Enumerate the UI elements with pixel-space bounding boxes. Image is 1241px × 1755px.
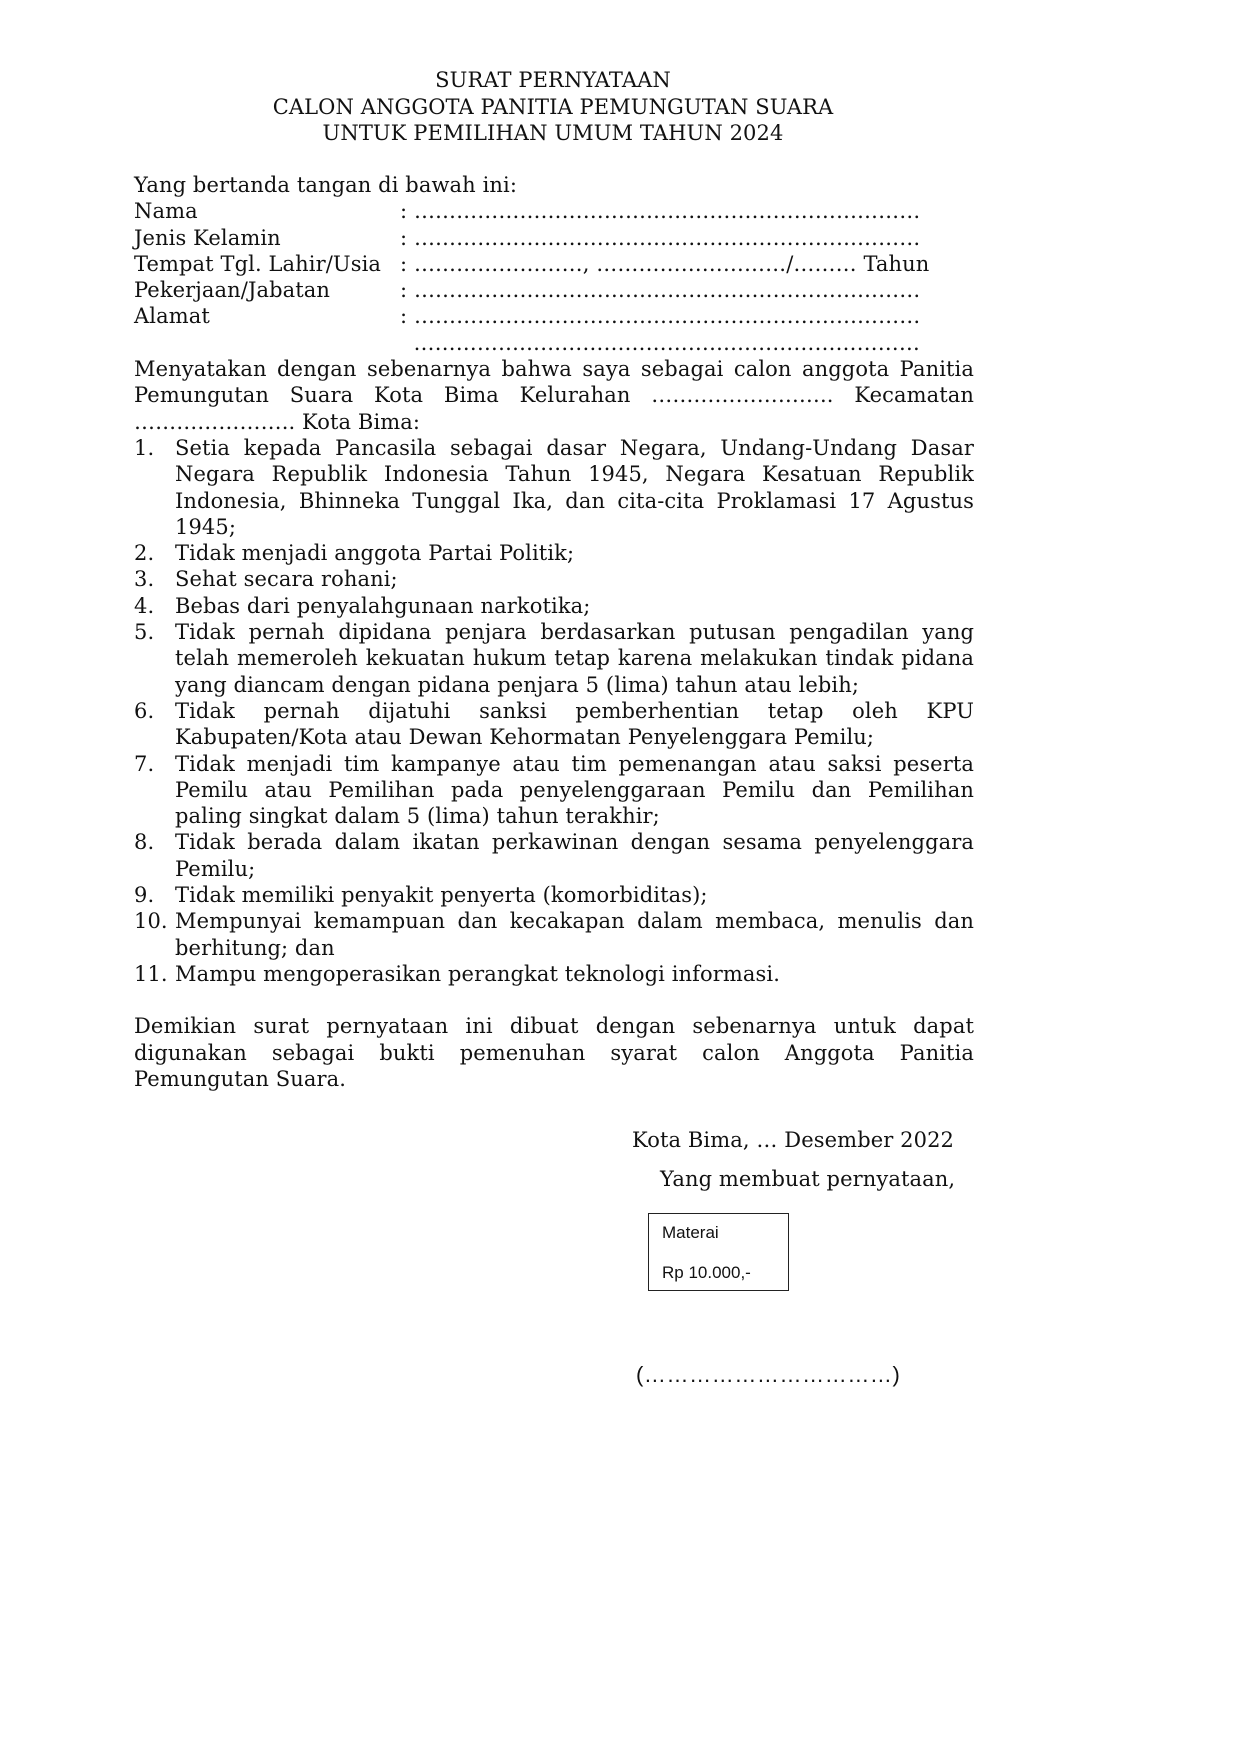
list-text: Tidak menjadi tim kampanye atau tim pemenangan atau saksi peserta Pemilu atau Pemilihan pada penyelenggaraan Pemilu dan Pemilihan paling singkat dalam 5 (lima) tahun terakhir; [175,751,974,829]
list-number: 8. [134,830,155,855]
list-number: 7. [134,751,155,776]
list-text: Mempunyai kemampuan dan kecakapan dalam membaca, menulis dan berhitung; dan [175,909,974,960]
field-value-blank: : ……………………………………………………………… [400,278,921,303]
list-text: Tidak pernah dipidana penjara berdasarkan putusan pengadilan yang telah memeroleh kekuatan hukum tetap karena melakukan tindak pidana yang diancam dengan pidana penjara 5 (lima) tahun atau lebih; [175,620,974,697]
field-row-alamat [134,303,974,329]
signer-role: Yang membuat pernyataan, [660,1167,956,1191]
list-item [134,593,974,619]
list-item [134,619,974,698]
requirements-list [134,435,974,987]
field-value-blank: : ……………………………………………………………… [400,225,921,250]
identity-fields [134,198,974,356]
list-item [134,540,974,566]
list-item [134,751,974,830]
list-number: 5. [134,620,155,645]
list-text: Bebas dari penyalahgunaan narkotika; [175,593,591,618]
list-number: 3. [134,567,155,592]
statement-text: Menyatakan dengan sebenarnya bahwa saya sebagai calon anggota Panitia Pemungutan Suara Kota Bima Kelurahan …………………….. Kecamatan ………………….. Kota Bima: [134,357,974,434]
list-item [134,908,974,961]
document-title [0,67,1106,147]
document-body [134,172,974,1092]
list-number: 11. [134,961,168,986]
list-number: 4. [134,593,155,618]
title-line-2: CALON ANGGOTA PANITIA PEMUNGUTAN SUARA [272,94,834,119]
list-number: 9. [134,883,155,908]
list-text: Tidak memiliki penyakit penyerta (komorbiditas); [175,883,708,908]
intro-text: Yang bertanda tangan di bawah ini: [134,173,517,197]
field-label: Alamat [134,304,210,329]
list-number: 10. [134,909,168,934]
stamp-duty-box [648,1213,789,1291]
field-row-pekerjaan [134,277,974,303]
title-line-1: SURAT PERNYATAAN [435,68,671,92]
stamp-amount: Rp 10.000,- [662,1263,751,1282]
list-text: Tidak pernah dijatuhi sanksi pemberhentian tetap oleh KPU Kabupaten/Kota atau Dewan Kehormatan Penyelenggara Pemilu; [175,698,974,750]
list-text: Tidak menjadi anggota Partai Politik; [175,541,575,566]
signature-name-blank: (……………………………) [636,1362,901,1387]
list-number: 6. [134,698,155,723]
field-row-tempat-tgl-lahir [134,251,974,277]
field-label: Jenis Kelamin [134,225,281,250]
field-label: Pekerjaan/Jabatan [134,278,331,303]
field-value-blank: : ……………………, ………………………/……… Tahun [400,251,930,276]
title-line-3: UNTUK PEMILIHAN UMUM TAHUN 2024 [322,121,784,145]
field-row-jenis-kelamin [134,225,974,251]
field-row-alamat-continued [134,330,974,356]
field-label: Tempat Tgl. Lahir/Usia [134,251,382,276]
list-item [134,698,974,751]
field-value-blank: : ……………………………………………………………… [400,199,921,224]
list-number: 2. [134,541,155,566]
field-value-blank: : ……………………………………………………………… [400,304,921,329]
field-row-nama [134,198,974,224]
list-item [134,435,974,540]
list-text: Sehat secara rohani; [175,567,398,592]
list-number: 1. [134,435,155,460]
list-text: Mampu mengoperasikan perangkat teknologi informasi. [175,961,781,986]
list-text: Tidak berada dalam ikatan perkawinan dengan sesama penyelenggara Pemilu; [175,830,974,881]
field-value-blank: ……………………………………………………………… [400,330,920,355]
closing-paragraph: Demikian surat pernyataan ini dibuat dengan sebenarnya untuk dapat digunakan sebagai bukti pemenuhan syarat calon Anggota Panitia Pemungutan Suara. [134,1014,974,1091]
stamp-label: Materai [662,1223,719,1242]
list-text: Setia kepada Pancasila sebagai dasar Negara, Undang-Undang Dasar Negara Republik Indonesia Tahun 1945, Negara Kesatuan Republik Indonesia, Bhinneka Tunggal Ika, dan cita-cita Proklamasi 17 Agustus 1945; [175,435,974,539]
list-item [134,882,974,908]
field-label: Nama [134,199,198,224]
list-item [134,961,974,987]
list-item [134,829,974,882]
place-date: Kota Bima, … Desember 2022 [632,1128,955,1152]
list-item [134,566,974,592]
